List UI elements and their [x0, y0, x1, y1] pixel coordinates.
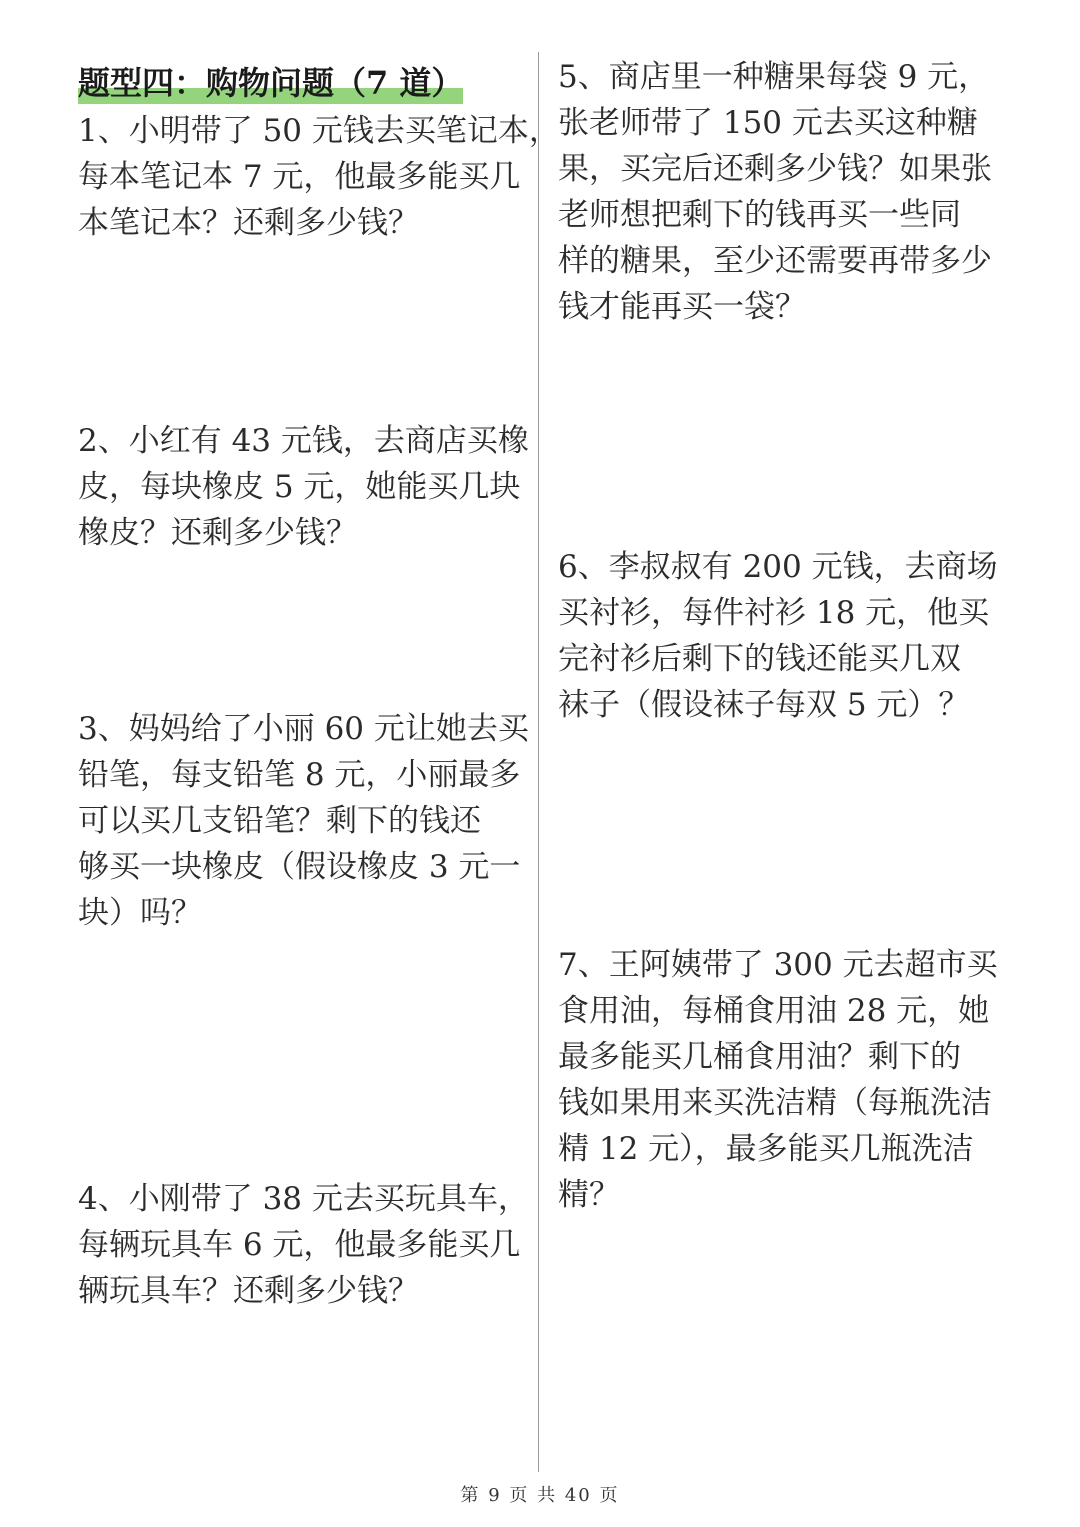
question-2-line-2: 皮，每块橡皮 5 元，她能买几块	[78, 469, 521, 505]
question-4-line-1: 4、小刚带了 38 元去买玩具车，	[78, 1181, 529, 1217]
question-5-line-2: 张老师带了 150 元去买这种糖	[558, 105, 978, 141]
page-footer: 第 9 页 共 40 页	[460, 1485, 620, 1506]
question-1-line-2: 每本笔记本 7 元，他最多能买几	[78, 159, 521, 195]
question-6-line-2: 买衬衫，每件衬衫 18 元，他买	[558, 595, 990, 631]
question-7-line-2: 食用油，每桶食用油 28 元，她	[558, 993, 990, 1029]
question-7-line-5: 精 12 元），最多能买几瓶洗洁	[558, 1131, 974, 1167]
question-2-line-1: 2、小红有 43 元钱，去商店买橡	[78, 423, 529, 459]
question-1	[78, 108, 560, 246]
question-1-line-1: 1、小明带了 50 元钱去买笔记本，	[78, 113, 560, 149]
section-title	[78, 60, 463, 106]
question-6-line-4: 袜子（假设袜子每双 5 元）？	[558, 687, 970, 723]
question-4-line-2: 每辆玩具车 6 元，他最多能买几	[78, 1227, 521, 1263]
column-divider	[538, 52, 539, 1472]
question-5-line-1: 5、商店里一种糖果每袋 9 元，	[558, 59, 990, 95]
question-7	[558, 942, 998, 1218]
question-4	[78, 1176, 529, 1314]
question-7-line-6: 精？	[558, 1177, 620, 1213]
section-title-text: 题型四：购物问题（7 道）	[78, 64, 464, 102]
question-3-line-2: 铅笔，每支铅笔 8 元，小丽最多	[78, 757, 521, 793]
question-4-line-3: 辆玩具车？还剩多少钱？	[78, 1273, 419, 1309]
question-6	[558, 544, 998, 728]
question-5-line-6: 钱才能再买一袋？	[558, 289, 806, 325]
question-1-line-3: 本笔记本？还剩多少钱？	[78, 205, 419, 241]
question-6-line-1: 6、李叔叔有 200 元钱，去商场	[558, 549, 998, 585]
question-5-line-4: 老师想把剩下的钱再买一些同	[558, 197, 961, 233]
question-7-line-1: 7、王阿姨带了 300 元去超市买	[558, 947, 998, 983]
question-3-line-1: 3、妈妈给了小丽 60 元让她去买	[78, 711, 529, 747]
question-3-line-4: 够买一块橡皮（假设橡皮 3 元一	[78, 849, 521, 885]
question-7-line-3: 最多能买几桶食用油？剩下的	[558, 1039, 961, 1075]
question-3-line-3: 可以买几支铅笔？剩下的钱还	[78, 803, 481, 839]
question-3	[78, 706, 529, 936]
question-2-line-3: 橡皮？还剩多少钱？	[78, 515, 357, 551]
question-5-line-5: 样的糖果，至少还需要再带多少	[558, 243, 992, 279]
question-5-line-3: 果，买完后还剩多少钱？如果张	[558, 151, 992, 187]
question-3-line-5: 块）吗？	[78, 895, 202, 931]
question-7-line-4: 钱如果用来买洗洁精（每瓶洗洁	[558, 1085, 992, 1121]
question-2	[78, 418, 529, 556]
question-6-line-3: 完衬衫后剩下的钱还能买几双	[558, 641, 961, 677]
question-5	[558, 54, 992, 330]
